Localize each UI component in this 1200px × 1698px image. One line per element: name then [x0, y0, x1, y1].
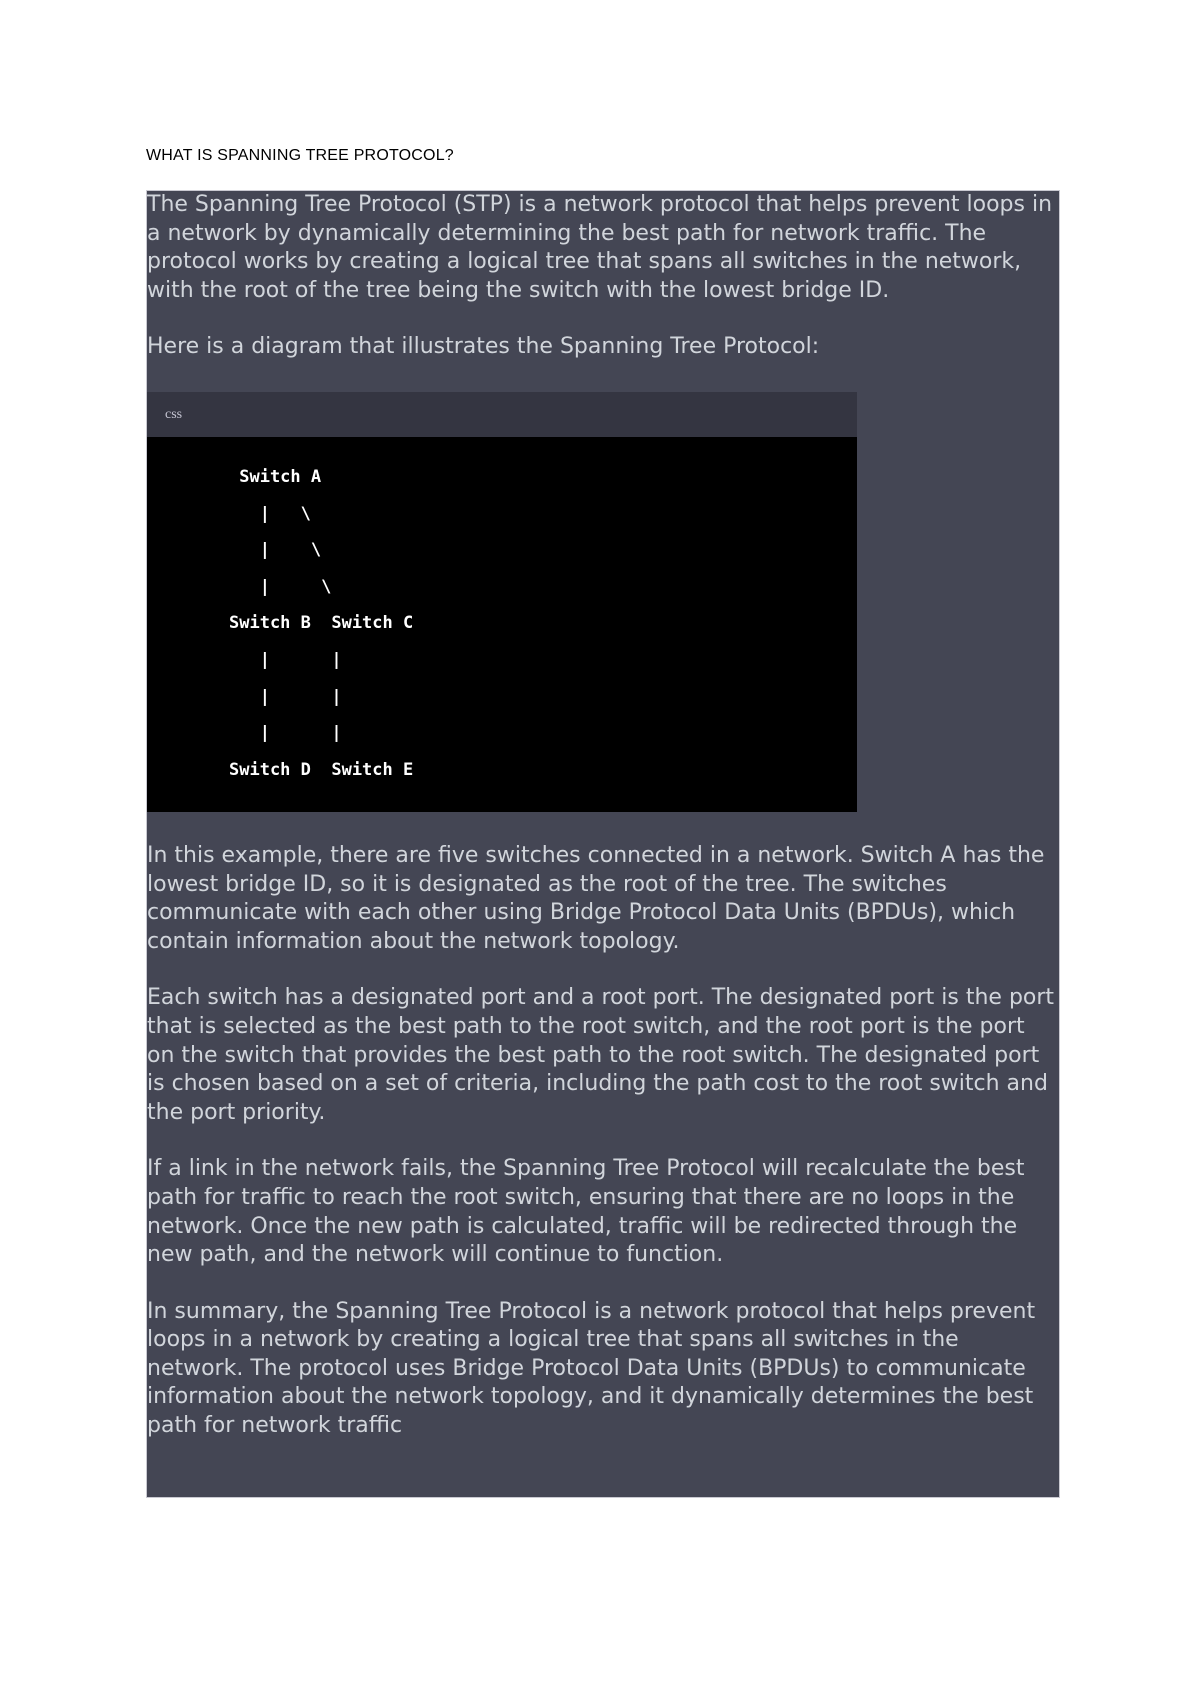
diagram-lead-paragraph: Here is a diagram that illustrates the Spanning Tree Protocol: — [147, 334, 820, 360]
summary-paragraph: In summary, the Spanning Tree Protocol is a network protocol that helps prevent loops in a network by creating a logical tree that spans all switches in the network. The protocol uses Bridge Protocol Data Units (BPDUs) to communicate information about the network topology, and it dynamically determines the best path for network traffic — [147, 1298, 1036, 1439]
code-block — [147, 392, 857, 812]
code-language-label: css — [147, 392, 857, 437]
example-paragraph: In this example, there are five switches connected in a network. Switch A has the lowest bridge ID, so it is designated as the root of the tree. The switches communicate with each other using Bridge Protocol Data Units (BPDUs), which contain information about the network topology. — [147, 842, 1045, 954]
chat-response-block — [146, 190, 1060, 1498]
failure-paragraph: If a link in the network fails, the Spanning Tree Protocol will recalculate the best path for traffic to reach the root switch, ensuring that there are no loops in the network. Once the new path is calculated, traffic will be redirected through the new path, and the network will continue to function. — [147, 1156, 1025, 1268]
code-content: Switch A | \ | \ | \ Switch B Switch C | | | | | | Switch D Switch E — [229, 466, 414, 780]
page-title: WHAT IS SPANNING TREE PROTOCOL? — [146, 147, 454, 164]
intro-paragraph: The Spanning Tree Protocol (STP) is a network protocol that helps prevent loops in a network by dynamically determining the best path for network traffic. The protocol works by creating a logical tree that spans all switches in the network, with the root of the tree being the switch with the lowest bridge ID. — [147, 192, 1053, 303]
ports-paragraph: Each switch has a designated port and a root port. The designated port is the port that is selected as the best path to the root switch, and the root port is the port on the switch that provides the best path to the root switch. The designated port is chosen based on a set of criteria, including the path cost to the root switch and the port priority. — [147, 985, 1055, 1125]
